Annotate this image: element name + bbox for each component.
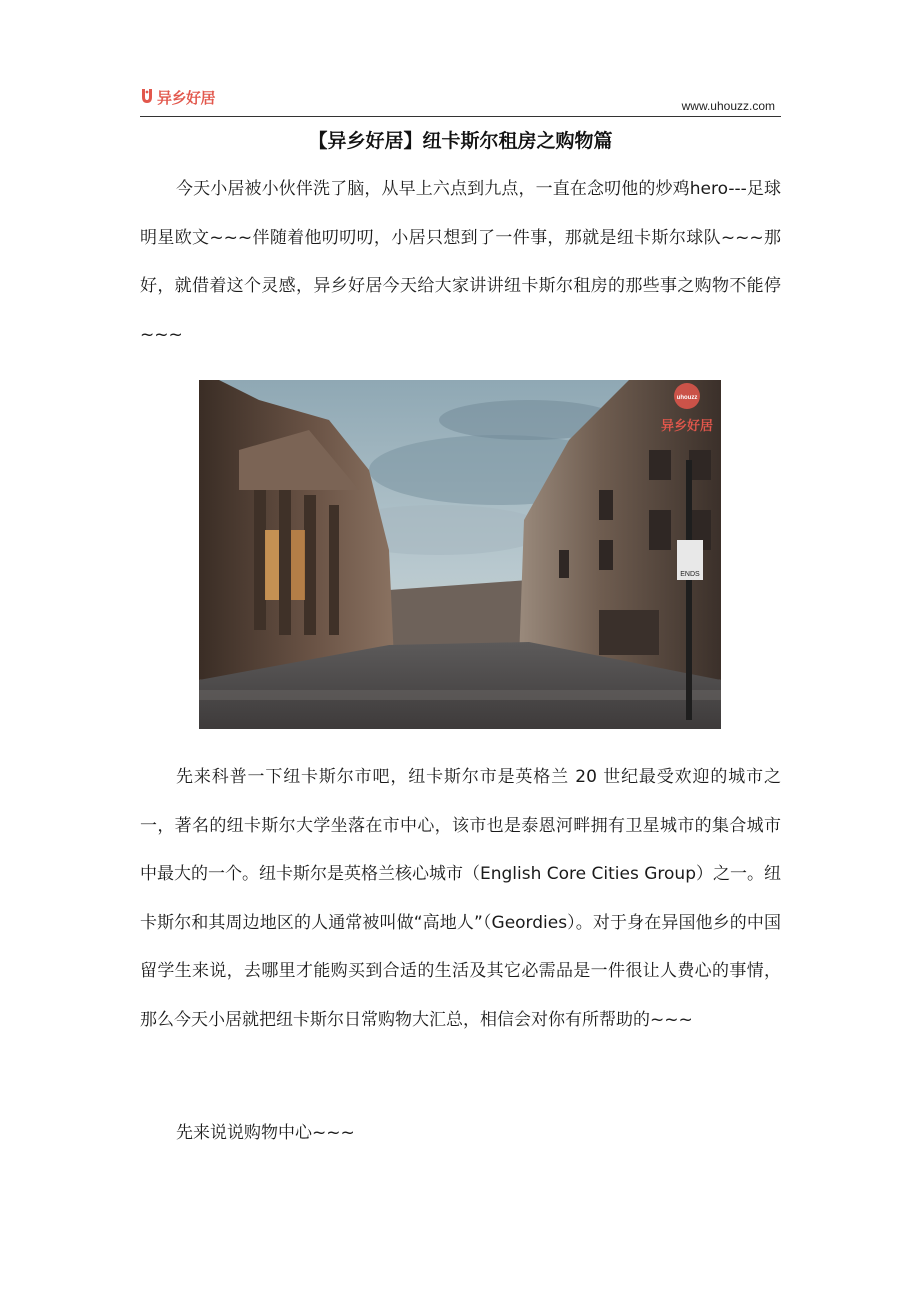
street-photo — [199, 380, 721, 729]
watermark-text: 异乡好居 — [660, 419, 714, 434]
logo-text: 异乡好居 — [157, 89, 216, 107]
article-paragraph: 今天小居被小伙伴洗了脑，从早上六点到九点，一直在念叨他的炒鸡hero---足球明星欧文~~~伴随着他叨叨叨，小居只想到了一件事，那就是纽卡斯尔球队~~~那好，就借着这个灵感，异乡好居今天给大家讲讲纽卡斯尔租房的那些事之购物不能停~~~ — [140, 179, 781, 345]
article-paragraph: 先来科普一下纽卡斯尔市吧，纽卡斯尔市是英格兰 20 世纪最受欢迎的城市之一，著名的纽卡斯尔大学坐落在市中心，该市也是泰恩河畔拥有卫星城市的集合城市中最大的一个。纽卡斯尔是英格兰核心城市（English Core Cities Group）之一。纽卡斯尔和其周边地区的人通常被叫做“高地人”（Geordies）。对于身在异国他乡的中国留学生来说，去哪里才能购买到合适的生活及其它必需品是一件很让人费心的事情，那么今天小居就把纽卡斯尔日常购物大汇总，相信会对你有所帮助的~~~ — [140, 767, 781, 1030]
logo-u-icon — [140, 88, 154, 108]
article-paragraph: 先来说说购物中心~~~ — [176, 1123, 355, 1143]
ends-sign-text: ENDS — [680, 571, 700, 578]
page-header — [140, 84, 781, 117]
watermark-badge: uhouzz — [676, 395, 698, 401]
site-url[interactable]: www.uhouzz.com — [681, 99, 775, 113]
article-title: 【异乡好居】纽卡斯尔租房之购物篇 — [308, 130, 613, 152]
brand-logo — [140, 87, 215, 108]
